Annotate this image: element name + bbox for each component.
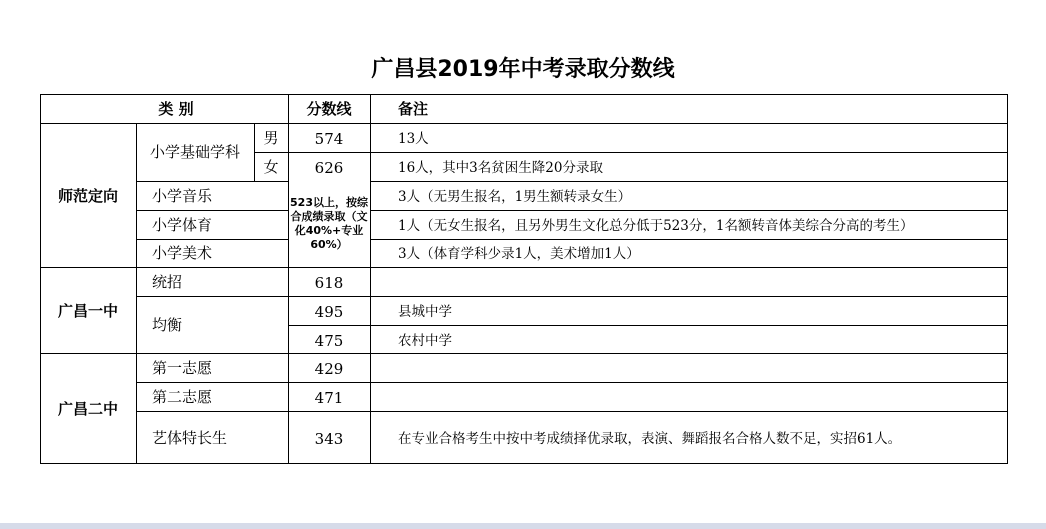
header-remarks: 备注	[398, 100, 429, 118]
row-divider	[136, 296, 1008, 297]
merged-score-rule: 523以上，按综合成绩录取（文化40%+专业60%）	[290, 196, 368, 251]
subcategory-xiaoxue-jichu: 小学基础学科	[149, 143, 240, 161]
subcategory-tongzhao: 统招	[152, 273, 183, 291]
remark-rural: 农村中学	[398, 333, 452, 349]
subcategory-second-choice: 第二志愿	[152, 388, 213, 406]
remark-county: 县城中学	[398, 304, 452, 320]
row-divider	[370, 210, 1008, 211]
group-label-shifan: 师范定向	[57, 187, 118, 205]
header-category: 类 别	[158, 100, 194, 118]
score-second-choice: 471	[314, 389, 344, 407]
row-divider	[254, 152, 288, 153]
group-label-erzhong: 广昌二中	[57, 400, 118, 418]
subcategory-art: 小学美术	[152, 244, 213, 262]
row-divider	[136, 382, 1008, 383]
table-border-bottom	[40, 463, 1008, 464]
remark-female: 16人，其中3名贫困生降20分录取	[398, 160, 603, 176]
remark-arts-talent: 在专业合格考生中按中考成绩择优录取，表演、舞蹈报名合格人数不足，实招61人。	[398, 431, 902, 447]
score-first-choice: 429	[314, 360, 344, 378]
subcategory-pe: 小学体育	[152, 216, 213, 234]
header-divider	[40, 123, 1008, 124]
remark-male: 13人	[398, 131, 429, 147]
score-tongzhao: 618	[314, 274, 344, 292]
remark-pe: 1人（无女生报名，且另外男生文化总分低于523分，1名额转音体美综合分高的考生）	[398, 218, 914, 234]
row-divider	[288, 152, 1008, 153]
row-divider	[136, 239, 288, 240]
score-rural: 475	[314, 332, 344, 350]
window-bottom-edge	[0, 523, 1046, 529]
row-divider	[136, 411, 1008, 412]
row-divider	[370, 181, 1008, 182]
remark-music: 3人（无男生报名，1男生额转录女生）	[398, 189, 632, 205]
score-county: 495	[314, 303, 344, 321]
group-divider	[40, 353, 1008, 354]
gender-female: 女	[263, 158, 279, 176]
table-border-top	[40, 94, 1008, 95]
score-arts-talent: 343	[314, 430, 344, 448]
page-title: 广昌县2019年中考录取分数线	[371, 57, 675, 82]
table-border-right	[1007, 94, 1008, 464]
row-divider	[136, 181, 288, 182]
subcategory-arts-talent: 艺体特长生	[152, 429, 228, 447]
group-label-yizhong: 广昌一中	[57, 302, 118, 320]
score-female: 626	[314, 159, 344, 177]
subcategory-first-choice: 第一志愿	[152, 359, 213, 377]
gender-male: 男	[263, 129, 279, 147]
subcategory-music: 小学音乐	[152, 187, 213, 205]
col-divider	[370, 94, 371, 464]
score-male: 574	[314, 130, 344, 148]
header-score: 分数线	[306, 100, 352, 118]
row-divider	[136, 210, 288, 211]
row-divider	[370, 239, 1008, 240]
group-divider	[40, 267, 1008, 268]
col-divider	[136, 123, 137, 464]
remark-art: 3人（体育学科少录1人，美术增加1人）	[398, 246, 640, 262]
row-divider	[288, 325, 1008, 326]
subcategory-junheng: 均衡	[152, 316, 183, 334]
